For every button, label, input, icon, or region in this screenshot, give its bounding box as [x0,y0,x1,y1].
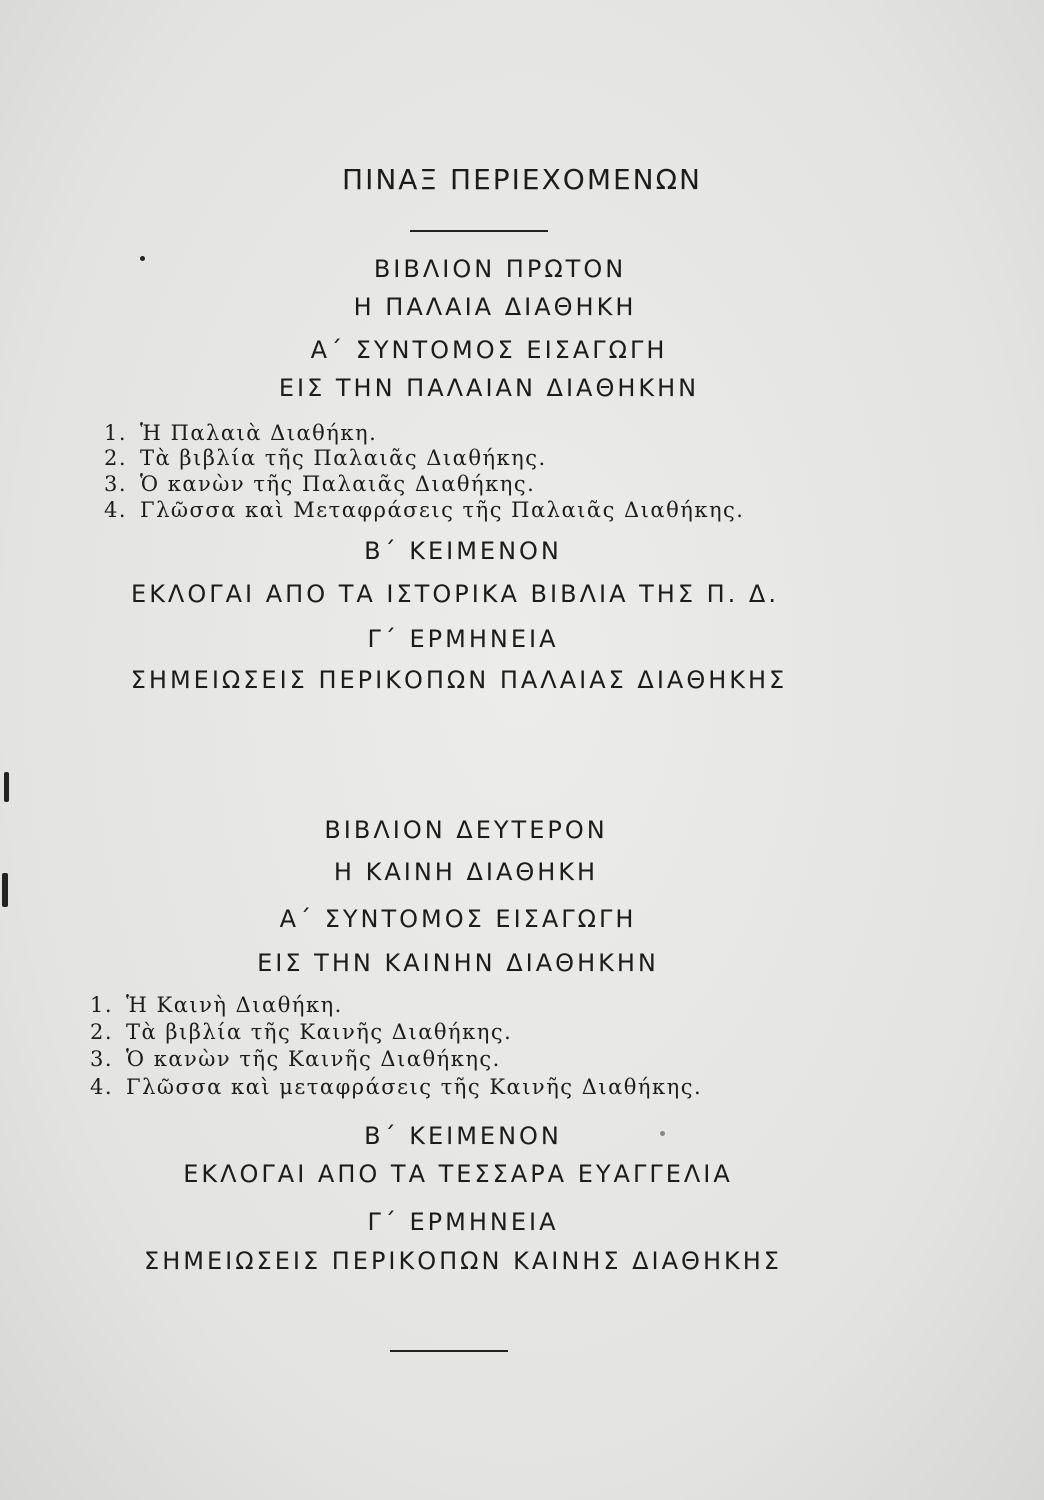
item-text: Γλῶσσα καὶ μεταφράσεις τῆς Καινῆς Διαθήκης. [126,1075,703,1099]
book1-section-c: Γ΄ ΕΡΜΗΝΕΙΑ [367,625,559,653]
book2-subtitle: Η ΚΑΙΝΗ ΔΙΑΘΗΚΗ [333,858,599,886]
page-title: ΠΙΝΑΞ ΠΕΡΙΕΧΟΜΕΝΩΝ [342,163,702,196]
book2-section-b-sub: ΕΚΛΟΓΑΙ ΑΠΟ ΤΑ ΤΕΣΣΑΡΑ ΕΥΑΓΓΕΛΙΑ [183,1160,733,1188]
item-number: 1. [90,993,114,1017]
book1-section-a-sub: ΕΙΣ ΤΗΝ ΠΑΛΑΙΑΝ ΔΙΑΘΗΚΗΝ [278,374,700,402]
book2-list-item [90,993,343,1017]
book2-list-item [90,1047,501,1071]
book2-heading: ΒΙΒΛΙΟΝ ΔΕΥΤΕΡΟΝ [324,816,608,844]
item-text: Ἡ Παλαιὰ Διαθήκη. [140,421,378,445]
book2-section-a: Α΄ ΣΥΝΤΟΜΟΣ ΕΙΣΑΓΩΓΗ [279,905,637,933]
book1-section-a: Α΄ ΣΥΝΤΟΜΟΣ ΕΙΣΑΓΩΓΗ [310,336,668,364]
title-divider [410,230,548,232]
item-text: Γλῶσσα καὶ Μεταφράσεις τῆς Παλαιᾶς Διαθήκης. [140,498,745,522]
item-number: 2. [104,446,128,470]
item-number: 3. [104,472,128,496]
book1-section-b-sub: ΕΚΛΟΓΑΙ ΑΠΟ ΤΑ ΙΣΤΟΡΙΚΑ ΒΙΒΛΙΑ ΤΗΣ Π. Δ. [131,580,779,608]
item-text: Ὁ κανὼν τῆς Καινῆς Διαθήκης. [126,1047,501,1071]
scan-mark [660,1131,665,1136]
item-number: 4. [90,1075,114,1099]
book1-section-c-sub: ΣΗΜΕΙΩΣΕΙΣ ΠΕΡΙΚΟΠΩΝ ΠΑΛΑΙΑΣ ΔΙΑΘΗΚΗΣ [130,666,788,694]
book2-list-item [90,1075,702,1099]
book1-subtitle: Η ΠΑΛΑΙΑ ΔΙΑΘΗΚΗ [353,293,637,321]
book2-section-b: Β΄ ΚΕΙΜΕΝΟΝ [364,1122,562,1150]
scan-mark [140,256,145,261]
book1-list-item [104,446,547,470]
book2-section-a-sub: ΕΙΣ ΤΗΝ ΚΑΙΝΗΝ ΔΙΑΘΗΚΗΝ [257,949,659,977]
item-text: Ἡ Καινὴ Διαθήκη. [126,993,343,1017]
item-number: 3. [90,1047,114,1071]
bottom-divider [390,1350,508,1352]
item-text: Ὁ κανὼν τῆς Παλαιᾶς Διαθήκης. [140,472,536,496]
book2-section-c: Γ΄ ΕΡΜΗΝΕΙΑ [367,1208,559,1236]
item-number: 1. [104,421,128,445]
book2-section-c-sub: ΣΗΜΕΙΩΣΕΙΣ ΠΕΡΙΚΟΠΩΝ ΚΑΙΝΗΣ ΔΙΑΘΗΚΗΣ [144,1247,782,1275]
book2-list-item [90,1020,512,1044]
book1-list-item [104,421,377,445]
book1-list-item [104,498,744,522]
item-number: 4. [104,498,128,522]
item-text: Τὰ βιβλία τῆς Παλαιᾶς Διαθήκης. [140,446,547,470]
book1-list-item [104,472,535,496]
item-number: 2. [90,1020,114,1044]
item-text: Τὰ βιβλία τῆς Καινῆς Διαθήκης. [126,1020,513,1044]
scan-mark [4,772,9,802]
book1-heading: ΒΙΒΛΙΟΝ ΠΡΩΤΟΝ [373,255,627,283]
scan-mark [2,873,8,907]
book1-section-b: Β΄ ΚΕΙΜΕΝΟΝ [364,537,562,565]
